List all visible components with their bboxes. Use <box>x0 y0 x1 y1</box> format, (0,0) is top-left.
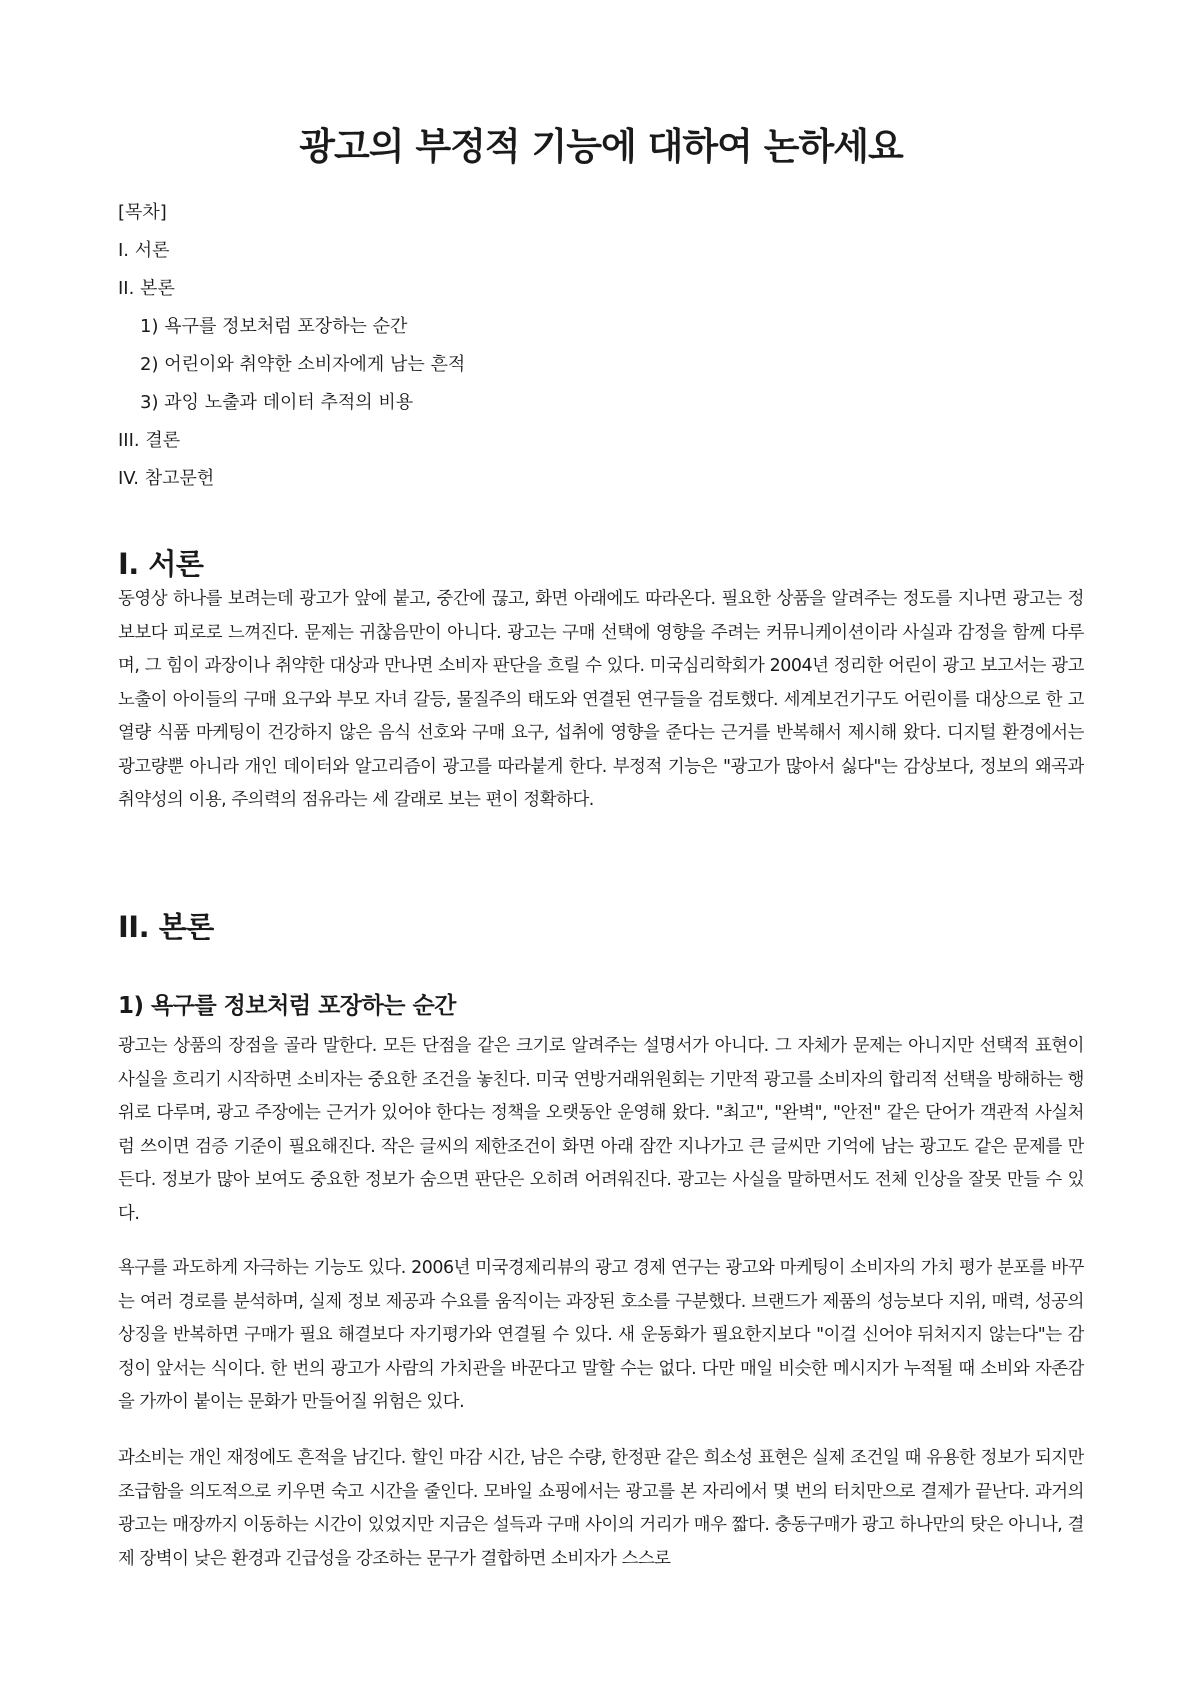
document-title: 광고의 부정적 기능에 대하여 논하세요 <box>299 125 903 168</box>
toc-item: IV. 참고문헌 <box>118 468 215 489</box>
intro-paragraph: 동영상 하나를 보려는데 광고가 앞에 붙고, 중간에 끊고, 화면 아래에도 따라온다. 필요한 상품을 알려주는 정도를 지나면 광고는 정보보다 피로로 느껴진다. 문제는 귀찮음만이 아니다. 광고는 구매 선택에 영향을 주려는 커뮤니케이션이라 사실과 감정을 함께 다루며, 그 힘이 과장이나 취약한 대상과 만나면 소비자 판단을 흐릴 수 있다. 미국심리학회가 2004년 정리한 어린이 광고 보고서는 광고 노출이 아이들의 구매 요구와 부모 자녀 갈등, 물질주의 태도와 연결된 연구들을 검토했다. 세계보건기구도 어린이를 대상으로 한 고열량 식품 마케팅이 건강하지 않은 음식 선호와 구매 요구, 섭취에 영향을 준다는 근거를 반복해서 제시해 왔다. 디지털 환경에서는 광고량뿐 아니라 개인 데이터와 알고리즘이 광고를 따라붙게 한다. 부정적 기능은 "광고가 많아서 싫다"는 감상보다, 정보의 왜곡과 취약성의 이용, 주의력의 점유라는 세 갈래로 보는 편이 정확하다. <box>118 589 1084 810</box>
document-page <box>118 0 1084 1696</box>
body-paragraph: 광고는 상품의 장점을 골라 말한다. 모든 단점을 같은 크기로 알려주는 설명서가 아니다. 그 자체가 문제는 아니지만 선택적 표현이 사실을 흐리기 시작하면 소비자는 중요한 조건을 놓친다. 미국 연방거래위원회는 기만적 광고를 소비자의 합리적 선택을 방해하는 행위로 다루며, 광고 주장에는 근거가 있어야 한다는 정책을 오랫동안 운영해 왔다. "최고", "완벽", "안전" 같은 단어가 객관적 사실처럼 쓰이면 검증 기준이 필요해진다. 작은 글씨의 제한조건이 화면 아래 잠깐 지나가고 큰 글씨만 기억에 남는 광고도 같은 문제를 만든다. 정보가 많아 보여도 중요한 정보가 숨으면 판단은 오히려 어려워진다. 광고는 사실을 말하면서도 전체 인상을 잘못 만들 수 있다. <box>118 1036 1084 1224</box>
subsection-heading-1: 1) 욕구를 정보처럼 포장하는 순간 <box>118 993 456 1019</box>
toc-item: II. 본론 <box>118 278 175 299</box>
toc-item: 1) 욕구를 정보처럼 포장하는 순간 <box>140 316 408 337</box>
toc-item: I. 서론 <box>118 240 170 261</box>
section-heading-body: II. 본론 <box>118 910 214 944</box>
body-paragraph: 욕구를 과도하게 자극하는 기능도 있다. 2006년 미국경제리뷰의 광고 경제 연구는 광고와 마케팅이 소비자의 가치 평가 분포를 바꾸는 여러 경로를 분석하며, 실제 정보 제공과 수요를 움직이는 과장된 호소를 구분했다. 브랜드가 제품의 성능보다 지위, 매력, 성공의 상징을 반복하면 구매가 필요 해결보다 자기평가와 연결될 수 있다. 새 운동화가 필요한지보다 "이걸 신어야 뒤처지지 않는다"는 감정이 앞서는 식이다. 한 번의 광고가 사람의 가치관을 바꾼다고 말할 수는 없다. 다만 매일 비슷한 메시지가 누적될 때 소비와 자존감을 가까이 붙이는 문화가 만들어질 위험은 있다. <box>118 1258 1084 1412</box>
body-paragraph: 과소비는 개인 재정에도 흔적을 남긴다. 할인 마감 시간, 남은 수량, 한정판 같은 희소성 표현은 실제 조건일 때 유용한 정보가 되지만 조급함을 의도적으로 키우면 숙고 시간을 줄인다. 모바일 쇼핑에서는 광고를 본 자리에서 몇 번의 터치만으로 결제가 끝난다. 과거의 광고는 매장까지 이동하는 시간이 있었지만 지금은 설득과 구매 사이의 거리가 매우 짧다. 충동구매가 광고 하나만의 탓은 아니나, 결제 장벽이 낮은 환경과 긴급성을 강조하는 문구가 결합하면 소비자가 스스로 <box>118 1448 1084 1569</box>
toc-item: 3) 과잉 노출과 데이터 추적의 비용 <box>140 392 414 413</box>
toc-item: III. 결론 <box>118 430 181 451</box>
toc-heading: [목차] <box>118 202 167 223</box>
section-heading-intro: I. 서론 <box>118 547 204 581</box>
toc-item: 2) 어린이와 취약한 소비자에게 남는 흔적 <box>140 354 466 375</box>
table-of-contents <box>118 194 1084 498</box>
